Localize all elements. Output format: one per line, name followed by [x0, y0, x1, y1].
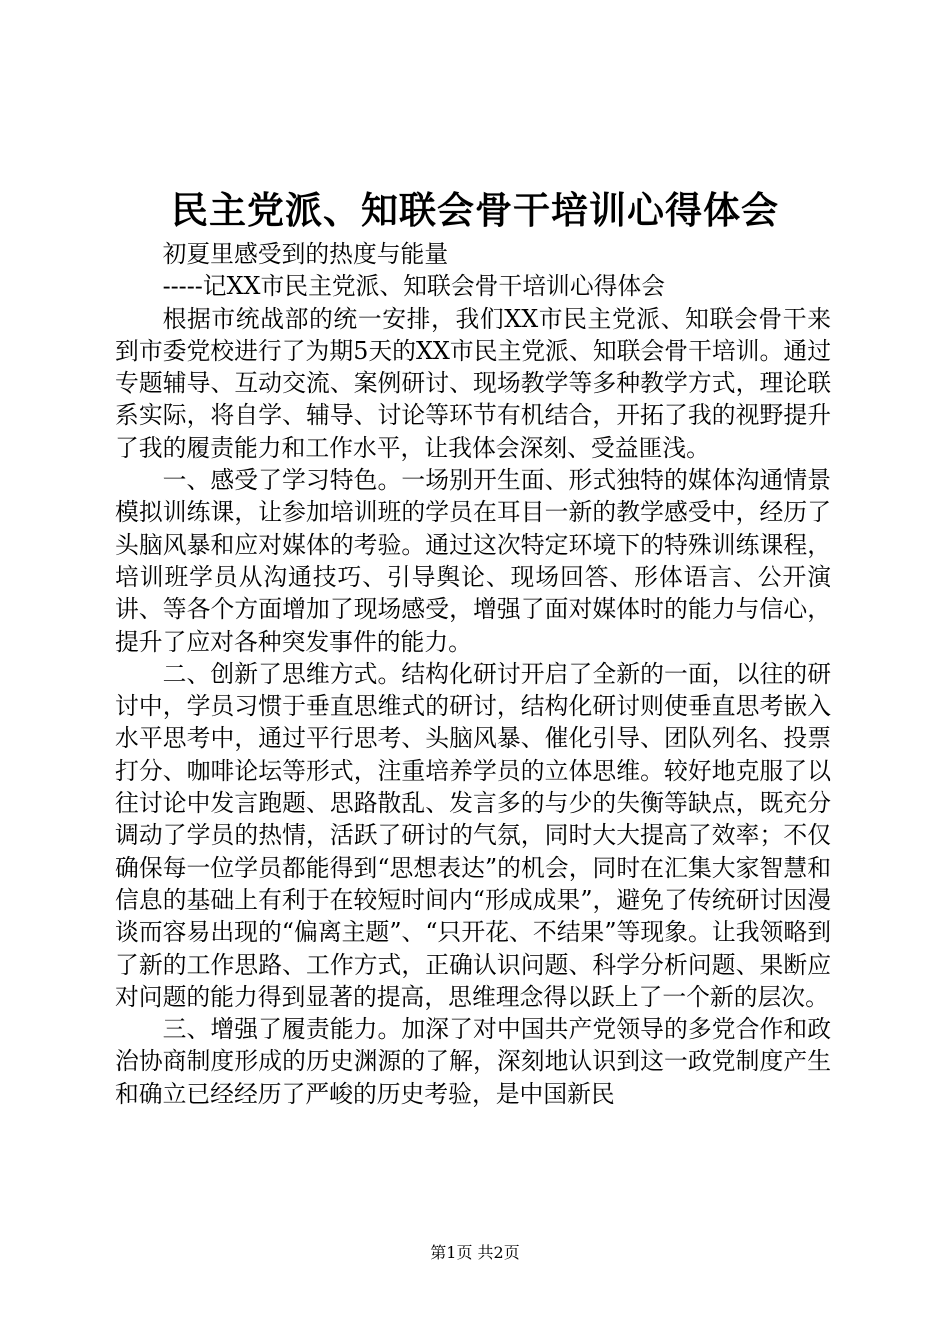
paragraph-section-1: 一、感受了学习特色。一场别开生面、形式独特的媒体沟通情景模拟训练课，让参加培训班的学员在耳目一新的教学感受中，经历了头脑风暴和应对媒体的考验。通过这次特定环境下的特殊训练课程，培训班学员从沟通技巧、引导舆论、现场回答、形体语言、公开演讲、等各个方面增加了现场感受，增强了面对媒体时的能力与信心，提升了应对各种突发事件的能力。	[115, 466, 831, 656]
paragraph-intro: 根据市统战部的统一安排，我们XX市民主党派、知联会骨干来到市委党校进行了为期5天的XX市民主党派、知联会骨干培训。通过专题辅导、互动交流、案例研讨、现场教学等多种教学方式，理论联系实际，将自学、辅导、讨论等环节有机结合，开拓了我的视野提升了我的履责能力和工作水平，让我体会深刻、受益匪浅。	[115, 304, 831, 462]
document-body	[115, 238, 831, 1110]
page-number-footer: 第1页 共2页	[430, 1243, 520, 1262]
paragraph-section-3: 三、增强了履责能力。加深了对中国共产党领导的多党合作和政治协商制度形成的历史渊源的了解，深刻地认识到这一政党制度产生和确立已经经历了严峻的历史考验，是中国新民	[115, 1015, 831, 1108]
subtitle: 初夏里感受到的热度与能量	[162, 240, 449, 268]
byline: -----记XX市民主党派、知联会骨干培训心得体会	[162, 272, 666, 301]
document-title: 民主党派、知联会骨干培训心得体会	[171, 188, 779, 232]
paragraph-section-2: 二、创新了思维方式。结构化研讨开启了全新的一面，以往的研讨中，学员习惯于垂直思维式的研讨，结构化研讨则使垂直思考嵌入水平思考中，通过平行思考、头脑风暴、催化引导、团队列名、投票打分、咖啡论坛等形式，注重培养学员的立体思维。较好地克服了以往讨论中发言跑题、思路散乱、发言多的与少的失衡等缺点，既充分调动了学员的热情，活跃了研讨的气氛，同时大大提高了效率；不仅确保每一位学员都能得到“思想表达”的机会，同时在汇集大家智慧和信息的基础上有利于在较短时间内“形成成果”，避免了传统研讨因漫谈而容易出现的“偏离主题”、“只开花、不结果”等现象。让我领略到了新的工作思路、工作方式，正确认识问题、科学分析问题、果断应对问题的能力得到显著的提高，思维理念得以跃上了一个新的层次。	[115, 659, 831, 1011]
